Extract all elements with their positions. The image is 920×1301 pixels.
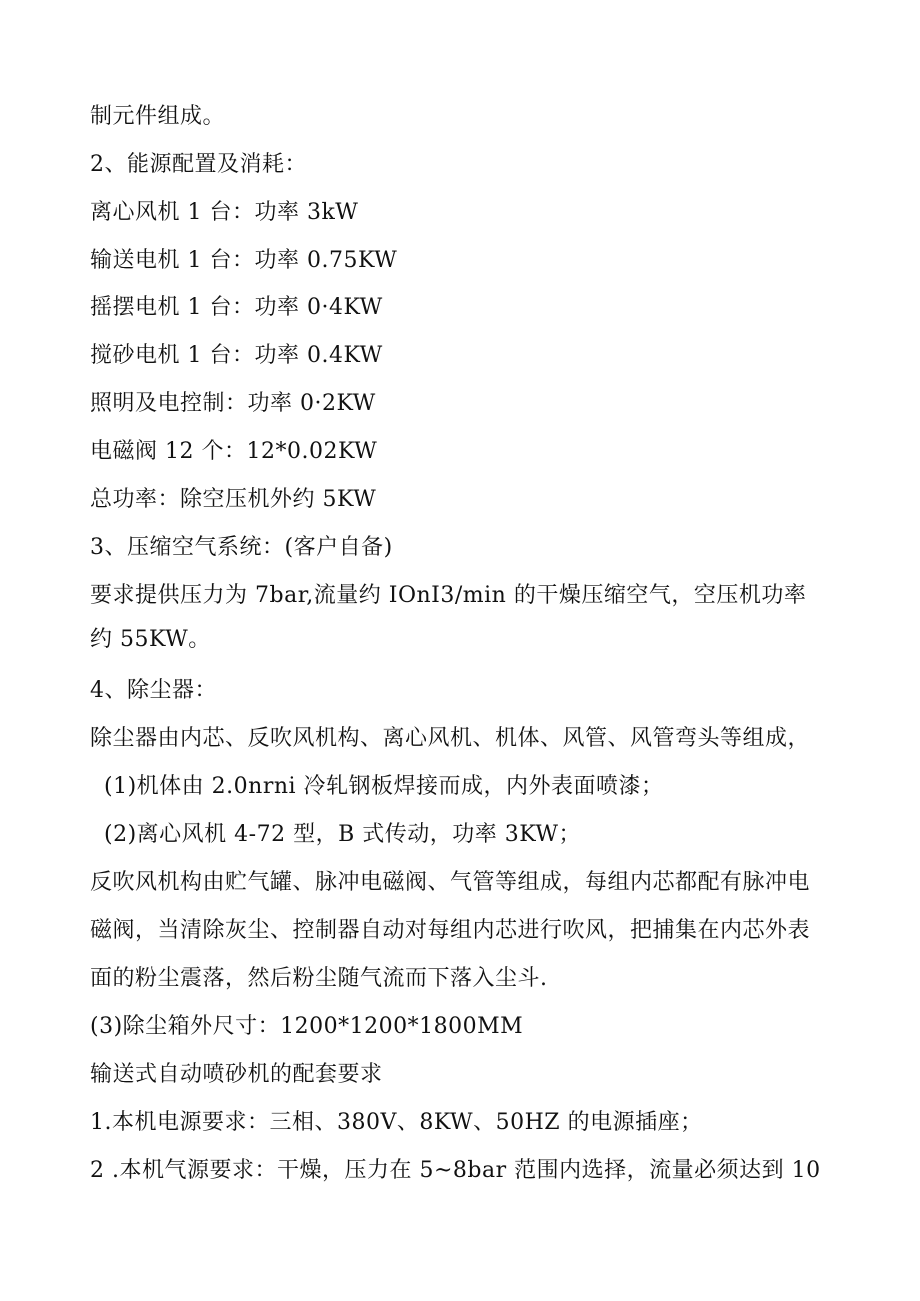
text-line: 除尘器由内芯、反吹风机构、离心风机、机体、风管、风管弯头等组成， <box>90 726 811 751</box>
text-line: 电磁阀 12 个：12*0.02KW <box>90 439 378 464</box>
list-item: (1)机体由 2.0nrni 冷轧钢板焊接而成，内外表面喷漆； <box>104 774 664 799</box>
text-line: 反吹风机构由贮气罐、脉冲电磁阀、气管等组成，每组内芯都配有脉冲电 <box>90 870 811 895</box>
section-heading-compressed-air: 3、压缩空气系统：(客户自备) <box>90 535 393 560</box>
text-line: 搅砂电机 1 台：功率 0.4KW <box>90 343 383 368</box>
text-line: 总功率：除空压机外约 5KW <box>90 487 377 512</box>
section-heading-requirements: 输送式自动喷砂机的配套要求 <box>90 1062 383 1087</box>
text-line: 面的粉尘震落，然后粉尘随气流而下落入尘斗. <box>90 966 548 991</box>
text-line: 约 55KW。 <box>90 627 211 652</box>
section-heading-dust-collector: 4、除尘器： <box>90 678 217 703</box>
text-line: 离心风机 1 台：功率 3kW <box>90 200 359 225</box>
text-line: 照明及电控制：功率 0·2KW <box>90 391 376 416</box>
text-line: 输送电机 1 台：功率 0.75KW <box>90 248 398 273</box>
text-line: 摇摆电机 1 台：功率 0·4KW <box>90 295 383 320</box>
list-item: (3)除尘箱外尺寸：1200*1200*1800MM <box>90 1014 524 1039</box>
text-line: 要求提供压力为 7bar,流量约 IOnI3/min 的干燥压缩空气，空压机功率 <box>90 583 807 608</box>
list-item: (2)离心风机 4-72 型，B 式传动，功率 3KW； <box>104 822 581 847</box>
text-line: 制元件组成。 <box>90 104 226 129</box>
list-item: 2 .本机气源要求：干燥，压力在 5~8bar 范围内选择，流量必须达到 10 <box>90 1158 821 1183</box>
text-line: 磁阀，当清除灰尘、控制器自动对每组内芯进行吹风，把捕集在内芯外表 <box>90 918 811 943</box>
list-item: 1.本机电源要求：三相、380V、8KW、50HZ 的电源插座； <box>90 1110 703 1135</box>
section-heading-energy: 2、能源配置及消耗： <box>90 152 307 177</box>
